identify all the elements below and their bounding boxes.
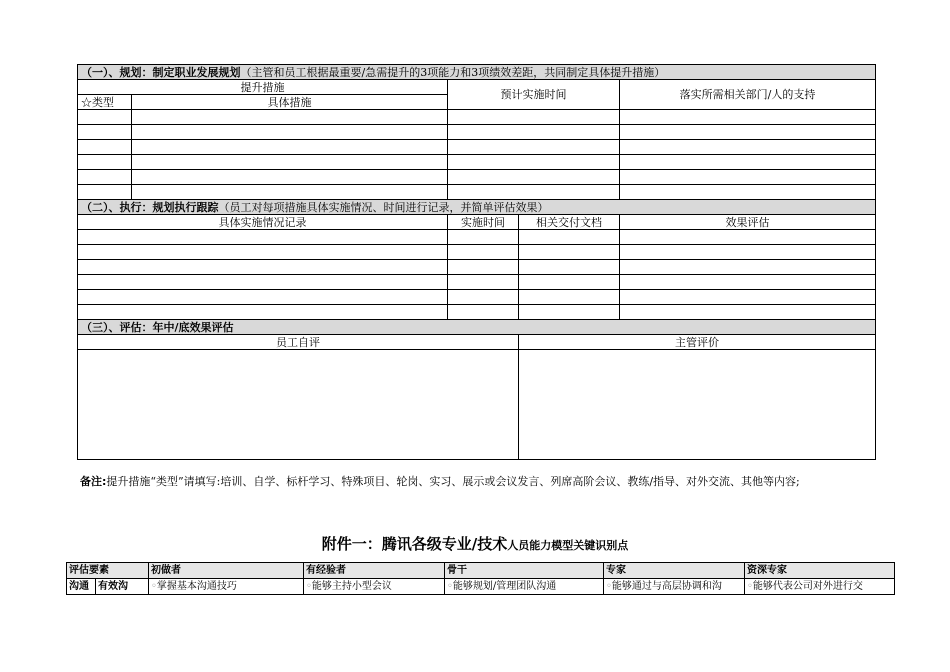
bullet-icon: ◦: [606, 580, 612, 592]
header-senior-expert: 资深专家: [745, 563, 895, 579]
manager-eval-header: 主管评价: [519, 335, 876, 350]
support-header: 落实所需相关部门/人的支持: [620, 80, 876, 110]
section-2-description: （员工对每项措施具体实施情况、时间进行记录，并简单评估效果）: [218, 200, 549, 214]
sub-factor: 有效沟: [96, 579, 149, 595]
competency-table: [66, 562, 895, 595]
cell-backbone: 能够规划/管理团队沟通: [452, 580, 557, 592]
section-2-header: [78, 200, 876, 215]
evaluation-header-row: [78, 335, 876, 350]
tracking-row: [78, 290, 876, 305]
self-eval-header: 员工自评: [78, 335, 519, 350]
section-1-title: 规划：制定职业发展规划: [119, 65, 241, 79]
section-3-number: （三）、: [81, 320, 120, 334]
section-3-title: 评估：年中/底效果评估: [119, 320, 234, 334]
evaluation-row: [78, 350, 876, 460]
plan-row: [78, 140, 876, 155]
bullet-icon: ◦: [447, 580, 453, 592]
remark-label: 备注:: [80, 475, 107, 488]
plan-row: [78, 110, 876, 125]
header-factor: 评估要素: [67, 563, 149, 579]
section-2-number: （二）、: [81, 200, 120, 214]
career-plan-table: [77, 64, 876, 460]
header-beginner: 初做者: [149, 563, 304, 579]
tracking-header-row: [78, 215, 876, 230]
specific-measures-header: 具体措施: [132, 95, 448, 110]
annex-title-main: 附件一：腾讯各级专业/技术: [321, 535, 508, 553]
plan-row: [78, 155, 876, 170]
measures-header: 提升措施: [78, 80, 448, 95]
tracking-row: [78, 230, 876, 245]
tracking-row: [78, 245, 876, 260]
bullet-icon: ◦: [747, 580, 753, 592]
bullet-icon: ◦: [306, 580, 312, 592]
header-experienced: 有经验者: [304, 563, 445, 579]
competency-row: [67, 579, 895, 595]
section-1-number: （一）、: [81, 65, 120, 79]
cell-beginner: 掌握基本沟通技巧: [156, 580, 237, 592]
cell-experienced: 能够主持小型会议: [311, 580, 392, 592]
tracking-row: [78, 305, 876, 320]
record-header: 具体实施情况记录: [78, 215, 448, 230]
type-header: ☆类型: [78, 95, 132, 110]
factor-communication: 沟通: [67, 579, 96, 595]
remark-text: 提升措施“类型”请填写:培训、自学、标杆学习、特殊项目、轮岗、实习、展示或会议发言、列席高阶会议、教练/指导、对外交流、其他等内容;: [106, 475, 800, 488]
annex-title-sub: 人员能力模型关键识别点: [507, 539, 629, 552]
header-backbone: 骨干: [445, 563, 604, 579]
cell-expert: 能够通过与高层协调和沟: [611, 580, 722, 592]
section-1-description: （主管和员工根据最重要/急需提升的3项能力和3项绩效差距，共同制定具体提升措施）: [240, 65, 666, 79]
planned-time-header: 预计实施时间: [448, 80, 620, 110]
plan-row: [78, 125, 876, 140]
plan-row: [78, 170, 876, 185]
section-2-title: 执行：规划执行跟踪: [119, 200, 219, 214]
impl-time-header: 实施时间: [448, 215, 519, 230]
section-3-header: [78, 320, 876, 335]
plan-row: [78, 185, 876, 200]
docs-header: 相关交付文档: [519, 215, 620, 230]
tracking-row: [78, 275, 876, 290]
effect-header: 效果评估: [620, 215, 876, 230]
tracking-row: [78, 260, 876, 275]
header-expert: 专家: [604, 563, 745, 579]
self-eval-field[interactable]: [78, 350, 519, 460]
remark: [80, 473, 875, 490]
manager-eval-field[interactable]: [519, 350, 876, 460]
section-1-header: [78, 65, 876, 80]
bullet-icon: ◦: [151, 580, 157, 592]
cell-senior-expert: 能够代表公司对外进行交: [752, 580, 863, 592]
competency-header-row: [67, 563, 895, 579]
plan-header-row: [78, 80, 876, 95]
annex-title: [0, 533, 950, 554]
